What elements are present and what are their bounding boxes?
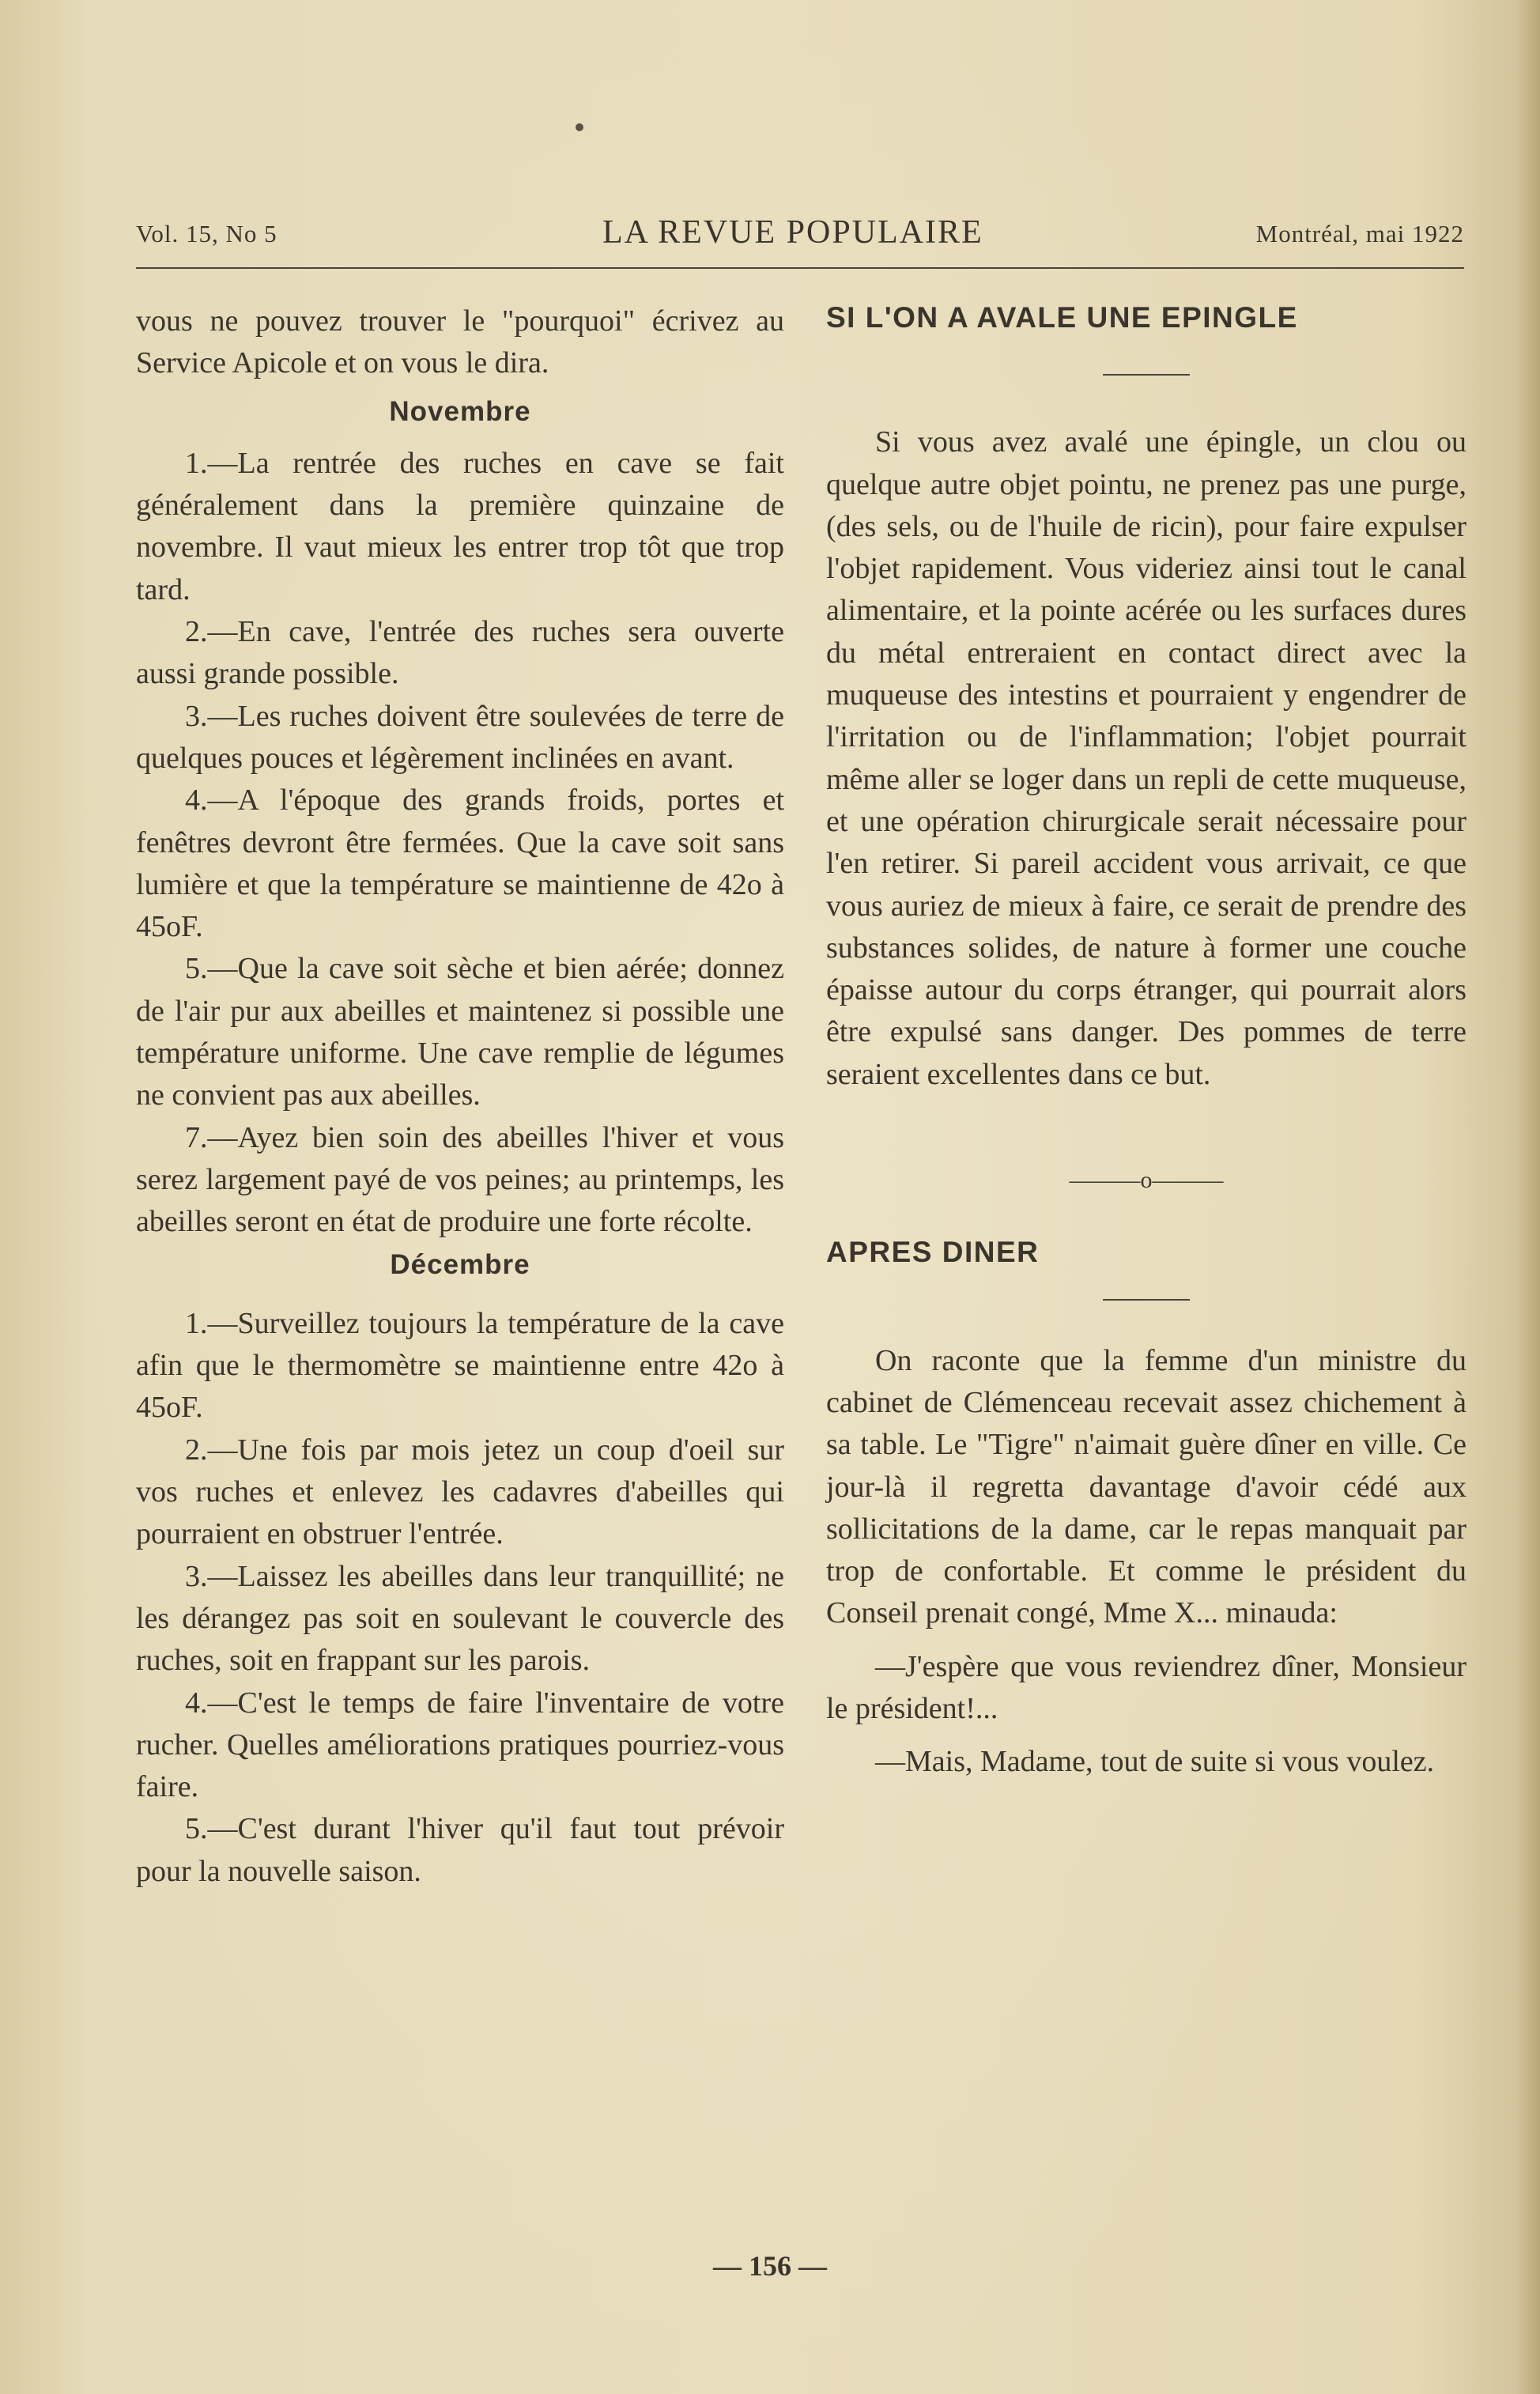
list-item: 3.—Les ruches doivent être soulevées de terre de quelques pouces et légèrement inclinées en avant. (136, 699, 784, 775)
title-rule (1103, 1299, 1190, 1301)
article-body-epingle: Si vous avez avalé une épingle, un clou ou quelque autre objet pointu, ne prenez pas une purge, (des sels, ou de l'huile de ricin), pour faire expulser l'objet rapidement. Vous videriez ainsi tout le canal alimentaire, et la pointe acérée ou les surfaces dures du métal entreraient en contact direct avec la muqueuse des intestins et pourraient y engendrer de l'irritation ou de l'inflammation; l'objet pourrait même aller se loger dans un repli de cette muqueuse, et une opération chirurgicale serait nécessaire pour l'en retirer. Si pareil accident vous arrivait, ce que vous auriez de mieux à faire, ce serait de prendre des substances solides, de nature à former une couche épaisse autour du corps étranger, qui pourrait alors être expulsé sans danger. Des pommes de terre seraient excellentes dans ce but. (826, 425, 1466, 1091)
article-paragraph: —Mais, Madame, tout de suite si vous voulez. (875, 1745, 1435, 1779)
article-separator: ———o——— (1069, 1167, 1224, 1194)
section-heading-novembre: Novembre (389, 395, 531, 427)
list-item: 4.—A l'époque des grands froids, portes et fenêtres devront être fermées. Que la cave soit sans lumière et que la température se maintienne de 42o à 45oF. (136, 784, 784, 944)
title-rule (1103, 374, 1190, 376)
article-paragraph: On raconte que la femme d'un ministre du cabinet de Clémenceau recevait assez chichement à sa table. Le "Tigre" n'aimait guère dîner en ville. Ce jour-là il regretta davantage d'avoir cédé aux sollicitations de la dame, car le repas manquait par trop de confortable. Et comme le président du Conseil prenait congé, Mme X... minauda: (826, 1343, 1466, 1630)
page-header (136, 213, 1464, 253)
left-column (136, 300, 784, 1893)
list-item: 1.—Surveillez toujours la température de la cave afin que le thermomètre se maintienne entre 42o à 45oF. (136, 1306, 784, 1425)
list-item: 5.—Que la cave soit sèche et bien aérée; donnez de l'air pur aux abeilles et maintenez si possible une température uniforme. Une cave remplie de légumes ne convient pas aux abeilles. (136, 952, 784, 1112)
volume-number: Vol. 15, No 5 (136, 220, 277, 247)
article-paragraph: —J'espère que vous reviendrez dîner, Monsieur le président!... (826, 1649, 1466, 1726)
list-item: 4.—C'est le temps de faire l'inventaire de votre rucher. Quelles améliorations pratiques pourriez-vous faire. (136, 1686, 784, 1804)
list-item: 2.—Une fois par mois jetez un coup d'oeil sur vos ruches et enlevez les cadavres d'abeilles qui pourraient en obstruer l'entrée. (136, 1433, 784, 1551)
list-item: 1.—La rentrée des ruches en cave se fait généralement dans la première quinzaine de novembre. Il vaut mieux les entrer trop tôt que trop tard. (136, 446, 784, 606)
intro-paragraph: vous ne pouvez trouver le "pourquoi" écrivez au Service Apicole et on vous le dira. (136, 304, 784, 380)
article-title-apres-diner: APRES DINER (826, 1236, 1040, 1269)
right-column (826, 296, 1466, 1784)
issue-date: Montréal, mai 1922 (1255, 220, 1464, 247)
section-heading-decembre: Décembre (390, 1248, 530, 1280)
list-item: 3.—Laissez les abeilles dans leur tranquillité; ne les dérangez pas soit en soulevant le couvercle des ruches, soit en frappant sur les parois. (136, 1559, 784, 1678)
list-item: 2.—En cave, l'entrée des ruches sera ouverte aussi grande possible. (136, 615, 784, 691)
ink-speck (576, 123, 583, 131)
article-title-epingle: SI L'ON A AVALE UNE EPINGLE (826, 301, 1298, 334)
publication-title: LA REVUE POPULAIRE (602, 214, 983, 251)
list-item: 7.—Ayez bien soin des abeilles l'hiver et vous serez largement payé de vos peines; au printemps, les abeilles seront en état de produire une forte récolte. (136, 1120, 784, 1239)
page-number: — 156 — (713, 2250, 827, 2282)
header-rule (136, 267, 1464, 269)
list-item: 5.—C'est durant l'hiver qu'il faut tout prévoir pour la nouvelle saison. (136, 1812, 784, 1888)
